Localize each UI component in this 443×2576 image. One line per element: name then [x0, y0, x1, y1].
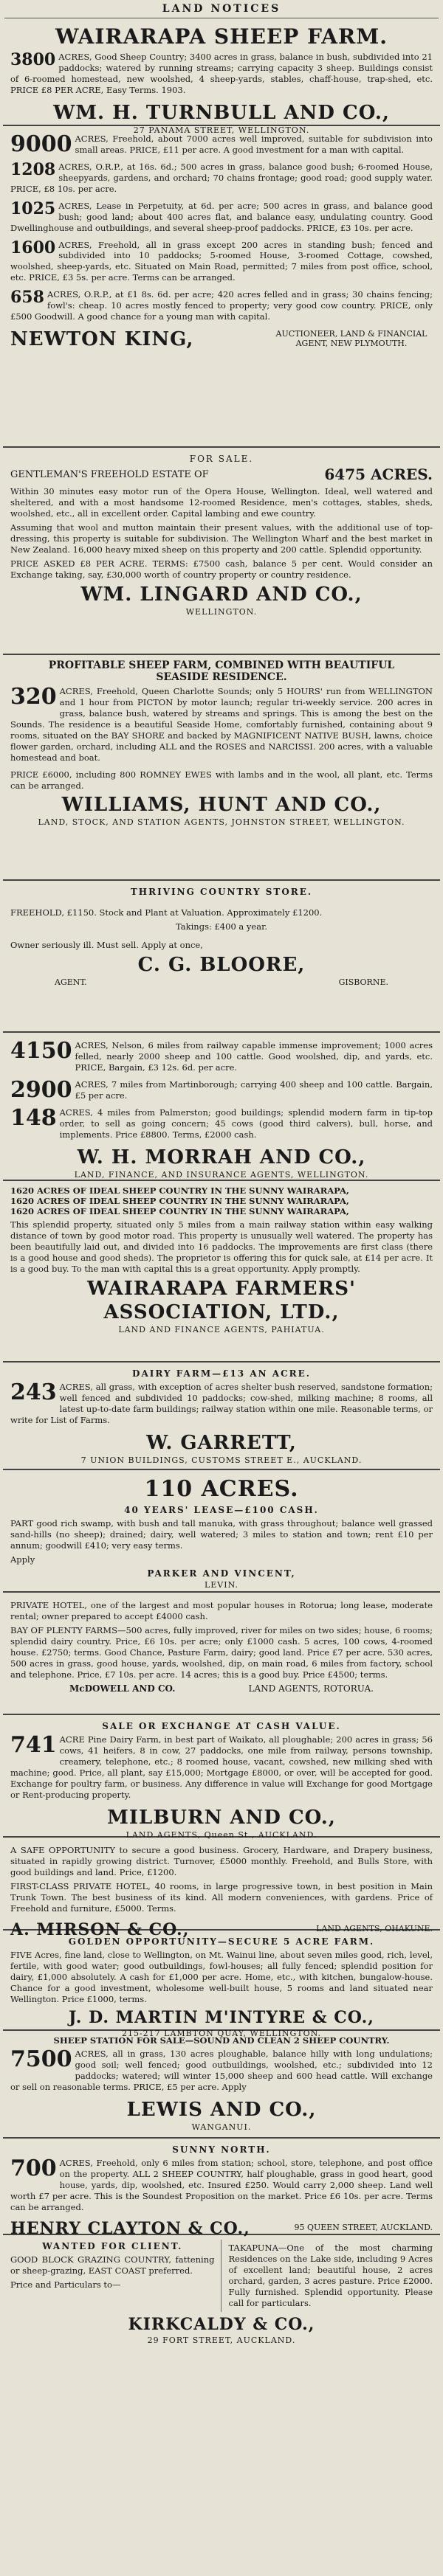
agent-address: WELLINGTON. [185, 606, 258, 617]
ad-text: ACRES, Freehold, Queen Charlotte Sounds; only 5 HOURS' run from WELLINGTON and 1 hour from PICTON by motor launch; regular tri-weekly service. 200 acres in grass, balance bush, watered by streams and springs. This is among the best on the Sounds. The residence is a beautiful Seaside Home, comfortably furnished, containing about 9 rooms, situated on the BAY SHORE and backed by MAGNIFICENT NATIVE BUSH, lawns, choice flower garden, orchard, including ALL and the ROSES and NARCISSI. 200 acres, with a valuable homestead and boat. [10, 686, 433, 763]
ad-lingard [3, 448, 440, 655]
acreage: 148 [10, 1104, 57, 1131]
ad-newton-king [3, 126, 440, 448]
column-title: WANTED FOR CLIENT. [42, 2241, 183, 2251]
agent-title: AUCTIONEER, LAND & FINANCIAL AGENT, NEW PLYMOUTH. [275, 329, 427, 349]
ad-text: This splendid property, situated only 5 miles from a main railway station within easy walking distance of town by good motor road. This property is unusually well watered. The property has been beautifully laid out, and divided into 16 paddocks. The improvements are first class (there is a good house and good sheds). The proprietor is offering this for quick sale, at £14 per acre. It is a good buy. To the man with capital this is a great opportunity. Apply promptly. [10, 1219, 433, 1274]
ad-milburn [3, 1715, 440, 1838]
ad-title: PROFITABLE SHEEP FARM, COMBINED WITH BEAUTIFUL [48, 659, 395, 671]
ad-text: FIRST-CLASS PRIVATE HOTEL, 40 rooms, in large progressive town, in best position in Main Trunk Town. The best business of its kind. All modern conveniences, with gardens. Price of Freehold and furniture, £5000. Terms. [10, 1880, 433, 1914]
ad-text: FIVE Acres, fine land, close to Wellington, on Mt. Wainui line, about seven miles good, rich, level, fertile, with good water; good outbuildings, fowl-houses; all fully fenced; splendid position for dairy, £1,000 absolutely. A cash for £1,000 per acre. Home, etc., with kitchen, bungalow-house. Chance for a good investment, wholesome well-built house, 5 rooms and land situated near Wellington. Price £1000, terms. [10, 1950, 433, 2004]
ad-text: ACRES, Freehold, about 7000 acres well improved, suitable for subdivision into small areas. PRICE, £11 per acre. A good investment for a man with capital. [75, 134, 433, 155]
agent-name: KIRKCALDY & CO., [128, 2314, 315, 2334]
acreage: 9000 [10, 131, 72, 157]
ad-text: Price and Particulars to— [10, 2279, 121, 2290]
agent-name: McDOWELL AND CO. [69, 1683, 176, 1694]
agent-address: LAND AGENTS, OHAKUNE. [316, 1924, 433, 1934]
ad-title: THRIVING COUNTRY STORE. [130, 887, 313, 897]
agent-address: LAND, FINANCE, AND INSURANCE AGENTS, WELLINGTON. [74, 1169, 369, 1180]
ad-text: TAKAPUNA—One of the most charming Residences on the Lake side, including 9 Acres of excellent land; beautiful house, 2 acres orchard, garden, 3 acres pasture. Price £2000. Fully furnished. Splendid opportunity. Please call for particulars. [228, 2243, 433, 2308]
ad-text: ACRE Pine Dairy Farm, in best part of Waikato, all ploughable; 200 acres in grass; 56 cows, 41 heifers, 8 in cow, 27 paddocks, one mile from railway, persons township, creamery, telephone, etc.; 8 roomed house, vacant, cowshed, new milking shed with machine; good. Price, all plant, say £15,000; Mortgage £8000, or over, will be accepted for good. Exchange for poultry farm, or business. Any difference in value will Exchange for good Mortgage or Rent-producing property. [10, 1734, 433, 1800]
ad-bloore [3, 881, 440, 1033]
ad-text: Within 30 minutes easy motor run of the Opera House, Wellington. Ideal, well watered and sheltered, and with a most handsome 12-roomed Residence, men's cottages, stables, sheds, woolshed, etc., all in excellent order. Capital lambing and ewe country. [10, 486, 433, 519]
acreage: 7500 [10, 2046, 72, 2072]
takapuna-column [229, 2240, 433, 2312]
headline-line: 1620 ACRES OF IDEAL SHEEP COUNTRY IN THE SUNNY WAIRARAPA, [10, 1206, 349, 1216]
ad-text: ACRES, 4 miles from Palmerston; good buildings; splendid modern farm in tip-top order, to sell as going concern; 45 cows (good third calvers), bull, horse, and implements. Price £8800. Terms, £2000 cash. [59, 1107, 433, 1140]
ad-text: ACRES, 7 miles from Martinborough; carrying 400 sheep and 100 cattle. Bargain, £5 per acre. [75, 1078, 433, 1101]
estate-lead: GENTLEMAN'S FREEHOLD ESTATE OF [10, 468, 209, 480]
ad-text: GOOD BLOCK GRAZING COUNTRY, fattening or sheep-grazing, EAST COAST preferred. [10, 2254, 215, 2276]
ad-wairarapa-farmers [3, 1181, 440, 1363]
agent-address: WANGANUI. [191, 2122, 252, 2132]
agent-name: C. G. BLOORE, [137, 953, 306, 976]
agent-address: LAND AND FINANCE AGENTS, PAHIATUA. [118, 1324, 325, 1334]
agent-name: WAIRARAPA FARMERS' [87, 1277, 356, 1300]
acreage: 1208 [10, 159, 56, 179]
agent-name: LEWIS AND CO., [126, 2098, 317, 2121]
acreage: 700 [10, 2156, 57, 2181]
agent-address: 7 UNION BUILDINGS, CUSTOMS STREET E., AUCKLAND. [80, 1455, 363, 1465]
agent-address: LAND AGENTS, Queen St., AUCKLAND. [126, 1829, 317, 1840]
agent-name: MILBURN AND CO., [107, 1806, 336, 1829]
estate-acres: 6475 ACRES. [324, 465, 433, 483]
acreage: 1025 [10, 198, 56, 218]
agent-address: 27 PANAMA STREET, WELLINGTON. [133, 125, 310, 135]
acreage: 741 [10, 1732, 57, 1758]
agent-address: 29 FORT STREET, AUCKLAND. [147, 2335, 296, 2345]
ad-wairarapa-sheep-farm [3, 18, 440, 135]
agent-label: AGENT. [55, 977, 87, 987]
ad-henry-clayton [3, 2139, 440, 2238]
ad-title: SUNNY NORTH. [172, 2144, 271, 2155]
ad-text: ACRES, O.R.P., at £1 8s. 6d. per acre; 420 acres felled and in grass; 30 chains fencing; fowl's: cheap. 10 acres mostly fenced to property; very good cow country. PRICE, only £500 Goodwill. A good chance for a young man with capital. [10, 289, 433, 322]
acreage: 3800 [10, 50, 56, 69]
ad-text: PRICE £6000, including 800 ROMNEY EWES with lambs and in the wool, all plant, etc. Terms can be arranged. [10, 769, 433, 791]
ad-title: SALE OR EXCHANGE AT CASH VALUE. [102, 1721, 341, 1731]
ad-text: Takings: £400 a year. [176, 921, 267, 932]
ad-text: ACRES, Freehold, all in grass except 200 acres in standing bush; fenced and subdivided into 10 paddocks; 5-roomed House, 3-roomed Cottage, cowshed, woolshed, sheep-yards, etc. Situated on Main Road, permitted; 7 miles from post office, school, etc. PRICE, £3 5s. per acre. Terms can be arranged. [10, 239, 433, 283]
agent-name: WM. LINGARD AND CO., [80, 583, 363, 606]
apply-label: Apply [10, 1554, 35, 1565]
ad-text: FREEHOLD, £1150. Stock and Plant at Valuation. Approximately £1200. [10, 907, 323, 918]
agent-address: 215-217 LAMBTON QUAY, WELLINGTON. [121, 2028, 322, 2038]
ad-text: ACRES, Lease in Perpetuity, at 6d. per acre; 500 acres in grass, and balance good bush; good land; about 400 acres flat, and balance easy, undulating country. Good Dwellinghouse and outbuildings, and several sheep-proof paddocks. PRICE, £3 10s. per acre. [10, 200, 433, 233]
ad-text: ACRES, all in grass, 130 acres ploughable, balance hilly with long undulations; good soil; well fenced; good outbuildings, woolshed, etc.; subdivided into 12 paddocks; watered; will winter 15,000 sheep and 600 head cattle. Will exchange or sell on reasonable terms. PRICE, £5 per acre. Apply [10, 2049, 433, 2092]
ad-lewis [3, 2028, 440, 2139]
ad-garrett [3, 1363, 440, 1470]
ad-mcdowell [3, 1593, 440, 1715]
ad-title: 110 ACRES. [144, 1476, 299, 1502]
ad-text: PRIVATE HOTEL, one of the largest and most popular houses in Rotorua; long lease, moderate rental; owner prepared to accept £4000 cash. [10, 1600, 433, 1621]
wanted-column [10, 2240, 222, 2312]
ad-subtitle: SEASIDE RESIDENCE. [156, 671, 287, 683]
acreage: 243 [10, 1379, 57, 1405]
agent-address: LEVIN. [204, 1579, 239, 1590]
agent-name: W. GARRETT, [146, 1431, 297, 1454]
for-sale-label: FOR SALE. [189, 454, 254, 464]
headline-line: 1620 ACRES OF IDEAL SHEEP COUNTRY IN THE SUNNY WAIRARAPA, [10, 1185, 349, 1196]
ad-text: ACRES, Freehold, only 6 miles from station; school, store, telephone, and post office on the property. ALL 2 SHEEP COUNTRY, half ploughable, grass in good heart, good house, yards, dip, woolshed, etc. Insured £250. Would carry 2,000 sheep. Land well worth £7 per acre. This is the Soundest Proposition on the market. Price £6 10s. per acre. Terms can be arranged. [10, 2158, 433, 2212]
ad-subtitle: 40 YEARS' LEASE—£100 CASH. [124, 1505, 319, 1515]
ad-title: SHEEP STATION FOR SALE—SOUND AND CLEAN 2 SHEEP COUNTRY. [53, 2035, 390, 2046]
ad-text: Assuming that wool and mutton maintain their present values, with the additional use of top-dressing, this property is suitable for subdivision. The Wellington Wharf and the best market in New Zealand. 16,000 heavy mixed sheep on this property and 200 cattle. Splendid opportunity. [10, 522, 433, 555]
ad-williams-hunt [3, 655, 440, 881]
acreage: 1600 [10, 238, 56, 257]
ad-text: BAY OF PLENTY FARMS—500 acres, fully improved, river for miles on two sides; house, 6 rooms; splendid dairy country. Price, £6 10s. per acre; only £1000 cash. 5 acres, 100 cows, 4-roomed house. £2750; terms. Good Chance, Pasture Farm, dairy; good land. Price £7 per acre. 530 acres, 500 acres in grass, good house, yards, woolshed, dip, on main road, 6 miles from factory, school and telephone. Price, £7 10s. per acre. 14 acres; this is a good buy. Price £4500; terms. [10, 1624, 433, 1680]
agent-name: NEWTON KING, [10, 328, 194, 351]
agent-name: WILLIAMS, HUNT AND CO., [61, 794, 382, 817]
acreage: 4150 [10, 1038, 72, 1064]
ad-text: PART good rich swamp, with bush and tall manuka, with grass throughout; balance well grassed sand-hills (no sheep); drained; dairy, well watered; 3 miles to station and town; rent £10 per annum; goodwill £410; very easy terms. [10, 1518, 433, 1551]
agent-name: HENRY CLAYTON & CO., [10, 2218, 250, 2238]
agent-name: PARKER AND VINCENT, [147, 1568, 296, 1579]
ad-text: ACRES, O.R.P., at 16s. 6d.; 500 acres in grass, balance good bush; 6-roomed House, sheepyards, gardens, and orchard; 70 chains frontage; good road; good supply water. PRICE, £8 10s. per acre. [10, 161, 433, 194]
agent-name: WM. H. TURNBULL AND CO., [53, 101, 390, 124]
ad-text: ACRES, Nelson, 6 miles from railway capable immense improvement; 1000 acres felled, nearly 2000 sheep and 100 cattle. Good woolshed, dip, and yards, etc. PRICE, Bargain, £3 12s. 6d. per acre. [75, 1040, 433, 1073]
ad-martin-mcintyre [3, 1931, 440, 2038]
acreage: 2900 [10, 1076, 72, 1103]
ad-title: GOLDEN OPPORTUNITY—SECURE 5 ACRE FARM. [68, 1936, 375, 1947]
ad-text: Owner seriously ill. Must sell. Apply at once, [10, 939, 203, 950]
ad-text: ACRES, all grass, with exception of acres shelter bush reserved, sandstone formation; well fenced and subdivided 10 paddocks; cow-shed, milking machine; 8 rooms, all latest up-to-date farm buildings; railway station within one mile. Reasonable terms, or write for List of Farms. [10, 1382, 433, 1425]
ad-text: ACRES, Good Sheep Country; 3400 acres in grass, balance in bush, subdivided into 21 paddocks; watered by running streams; carrying capacity 3 sheep. Buildings consist of 6-roomed homestead, new woolshed, 4 sheep-yards, stables, chaff-house, trap-shed, etc. PRICE £8 PER ACRE, Easy Terms. 1903. [10, 52, 433, 95]
headline-line: 1620 ACRES OF IDEAL SHEEP COUNTRY IN THE SUNNY WAIRARAPA, [10, 1196, 349, 1206]
acreage: 658 [10, 288, 44, 308]
ad-kirkcaldy [3, 2235, 440, 2345]
ad-morrah [3, 1033, 440, 1181]
ad-mirson [3, 1838, 440, 1939]
agent-address: LAND AGENTS, ROTORUA. [248, 1683, 374, 1694]
ad-text: A SAFE OPPORTUNITY to secure a good business. Grocery, Hardware, and Drapery business, situated in rapidly growing district. Turnover, £5000 monthly. Freehold, and Bulls Store, with good buildings and land. Price, £1200. [10, 1845, 433, 1877]
agent-location: GISBORNE. [338, 977, 388, 987]
ad-text: PRICE ASKED £8 PER ACRE. TERMS: £7500 cash, balance 5 per cent. Would consider an Exchange taking, say, £30,000 worth of country property or country residence. [10, 558, 433, 580]
agent-name-cont: ASSOCIATION, LTD., [103, 1301, 340, 1323]
agent-address: LAND, STOCK, AND STATION AGENTS, JOHNSTON STREET, WELLINGTON. [38, 817, 405, 828]
acreage: 320 [10, 684, 57, 710]
section-header: LAND NOTICES [4, 0, 439, 18]
ad-title: WAIRARAPA SHEEP FARM. [55, 24, 388, 49]
agent-name: W. H. MORRAH AND CO., [77, 1146, 366, 1168]
ad-body [10, 52, 433, 96]
ad-parker-vincent [3, 1470, 440, 1593]
agent-address: 95 QUEEN STREET, AUCKLAND. [294, 2223, 433, 2233]
agent-name: J. D. MARTIN M'INTYRE & CO., [69, 2007, 374, 2027]
ad-title: DAIRY FARM—£13 AN ACRE. [132, 1368, 311, 1379]
agent-name: A. MIRSON & CO., [10, 1919, 190, 1939]
